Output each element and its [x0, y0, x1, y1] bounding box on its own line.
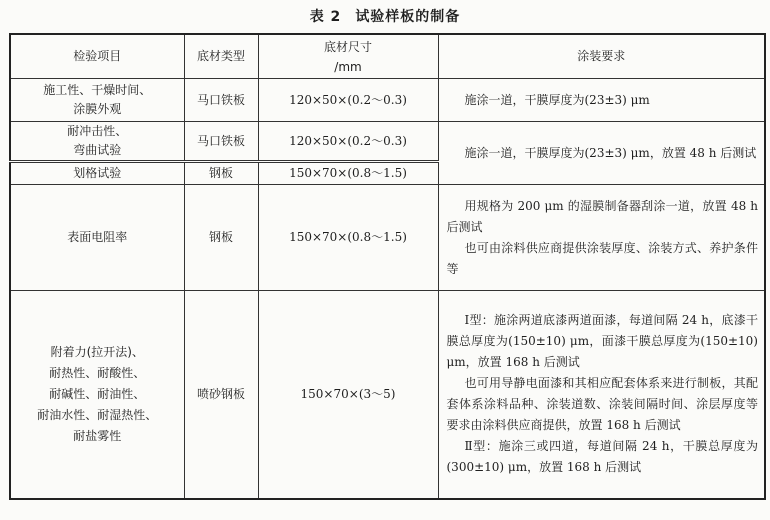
- row-substrate: 马口铁板: [184, 79, 258, 122]
- table-header-row: [10, 34, 765, 79]
- row-item: [10, 291, 184, 499]
- row-size: 150×70×(0.8～1.5): [258, 162, 438, 185]
- header-size-line1: 底材尺寸: [323, 39, 372, 54]
- table-number: 表 2: [309, 9, 342, 25]
- row-item-line: 附着力(拉开法)、: [50, 344, 144, 359]
- row-item-line: 耐盐雾性: [73, 428, 122, 443]
- row-substrate: 喷砂钢板: [184, 291, 258, 499]
- row-substrate: 钢板: [184, 185, 258, 291]
- requirement-paragraph: Ⅰ型：施涂两道底漆两道面漆，每道间隔 24 h，底漆干膜总厚度为(150±10) μm，面漆干膜总厚度为(150±10) μm，放置 168 h 后测试: [446, 313, 758, 370]
- table-caption: [0, 6, 770, 26]
- row-requirement: [438, 185, 765, 291]
- row-item: [10, 122, 184, 162]
- row-item-line: 施工性、干燥时间、: [43, 83, 152, 97]
- row-size: 150×70×(0.8～1.5): [258, 185, 438, 291]
- header-substrate: 底材类型: [184, 34, 258, 79]
- row-item-line: 耐油水性、耐湿热性、: [37, 407, 158, 422]
- row-item-line: 耐碱性、耐油性、: [49, 386, 146, 401]
- header-requirement: 涂装要求: [438, 34, 765, 79]
- row-size: 150×70×(3～5): [258, 291, 438, 499]
- table-row: [10, 185, 765, 291]
- requirement-paragraph: 施涂一道，干膜厚度为(23±3) μm，放置 48 h 后测试: [464, 145, 757, 160]
- requirement-paragraph: 用规格为 200 μm 的湿膜制备器刮涂一道，放置 48 h 后测试: [446, 198, 758, 234]
- row-size: 120×50×(0.2～0.3): [258, 122, 438, 162]
- header-item: 检验项目: [10, 34, 184, 79]
- sample-preparation-table: [9, 33, 766, 500]
- row-item: [10, 79, 184, 122]
- row-item-line: 弯曲试验: [73, 143, 122, 157]
- row-item-line: 耐热性、耐酸性、: [49, 365, 146, 380]
- table-row: [10, 79, 765, 122]
- row-substrate: 马口铁板: [184, 122, 258, 162]
- header-size: [258, 34, 438, 79]
- row-item-line: 涂膜外观: [73, 102, 122, 116]
- row-requirement: [438, 79, 765, 122]
- header-size-line2: /mm: [334, 59, 362, 74]
- requirement-paragraph: Ⅱ型：施涂三或四道，每道间隔 24 h，干膜总厚度为(300±10) μm，放置 168 h 后测试: [446, 439, 758, 475]
- row-size: 120×50×(0.2～0.3): [258, 79, 438, 122]
- row-requirement: [438, 291, 765, 499]
- requirement-paragraph: 也可由涂料供应商提供涂装厚度、涂装方式、养护条件等: [446, 240, 758, 276]
- requirement-paragraph: 施涂一道，干膜厚度为(23±3) μm: [464, 92, 650, 107]
- table-title: 试验样板的制备: [355, 9, 461, 25]
- requirement-paragraph: 也可用导静电面漆和其相应配套体系来进行制板，其配套体系涂料品种、涂装道数、涂装间隔时间、涂层厚度等要求由涂料供应商提供，放置 168 h 后测试: [446, 376, 758, 433]
- row-item: 表面电阻率: [10, 185, 184, 291]
- table-row: [10, 122, 765, 162]
- row-item: 划格试验: [10, 162, 184, 185]
- row-item-line: 耐冲击性、: [67, 124, 128, 138]
- row-requirement-shared: [438, 122, 765, 185]
- row-substrate: 钢板: [184, 162, 258, 185]
- table-row: [10, 291, 765, 499]
